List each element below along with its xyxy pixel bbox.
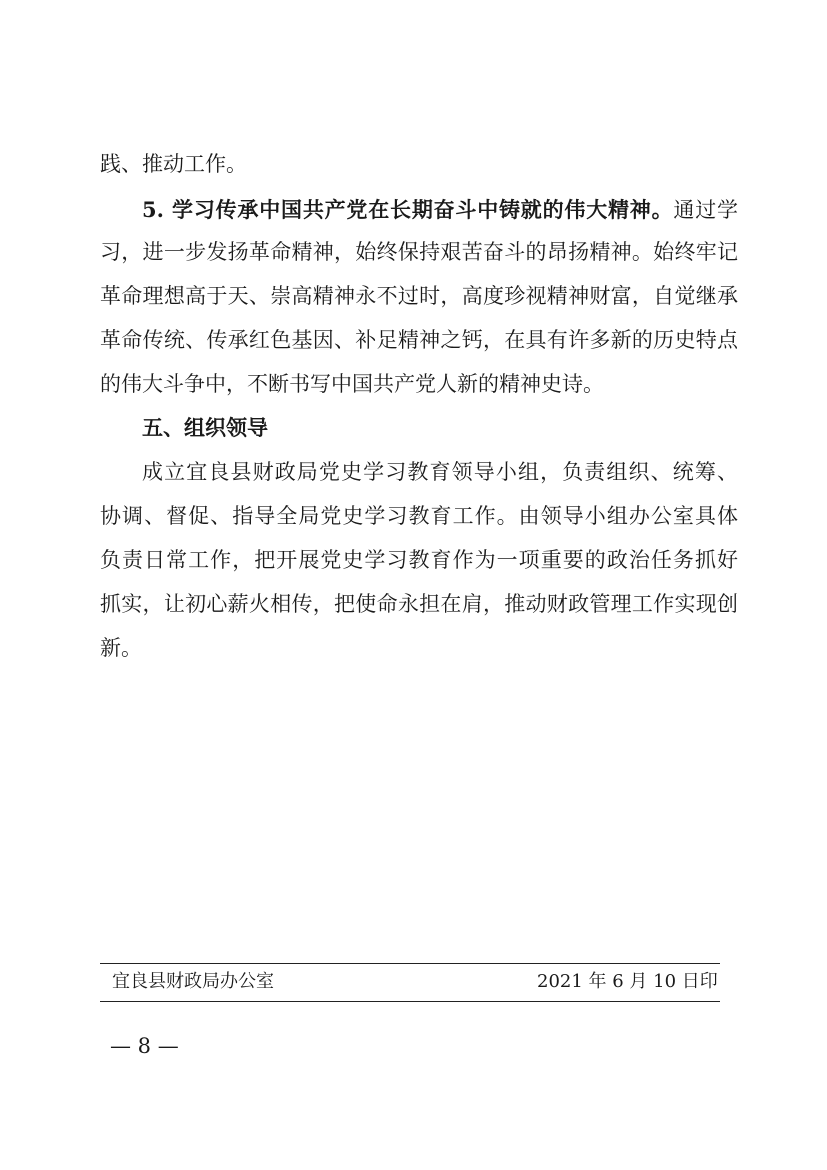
colophon-top-rule	[100, 963, 720, 964]
page-number: — 8 —	[110, 1034, 179, 1058]
print-date: 2021 年 6 月 10 日印	[537, 971, 718, 992]
body-line-12: 新。	[100, 636, 142, 660]
colophon-bottom-rule	[100, 1001, 720, 1002]
body-line-6: 的伟大斗争中，不断书写中国共产党人新的精神史诗。	[100, 372, 604, 396]
issuer-name: 宜良县财政局办公室	[112, 971, 274, 992]
body-line-5: 革命传统、传承红色基因、补足精神之钙，在具有许多新的历史特点	[100, 328, 738, 352]
body-line-1: 践、推动工作。	[100, 152, 247, 176]
body-line-10: 负责日常工作，把开展党史学习教育作为一项重要的政治任务抓好	[100, 548, 738, 572]
item-5-rest-text: 通过学	[673, 198, 739, 222]
body-line-11: 抓实，让初心薪火相传，把使命永担在肩，推动财政管理工作实现创	[100, 592, 738, 616]
body-line-4: 革命理想高于天、崇高精神永不过时，高度珍视精神财富，自觉继承	[100, 284, 738, 308]
body-line-3: 习，进一步发扬革命精神，始终保持艰苦奋斗的昂扬精神。始终牢记	[100, 240, 738, 264]
body-line-8: 成立宜良县财政局党史学习教育领导小组，负责组织、统筹、	[142, 460, 738, 484]
section-heading: 五、组织领导	[142, 416, 268, 440]
item-5-paragraph-start	[142, 196, 738, 224]
item-5-bold-text: 5. 学习传承中国共产党在长期奋斗中铸就的伟大精神。	[142, 197, 674, 222]
body-line-9: 协调、督促、指导全局党史学习教育工作。由领导小组办公室具体	[100, 504, 738, 528]
